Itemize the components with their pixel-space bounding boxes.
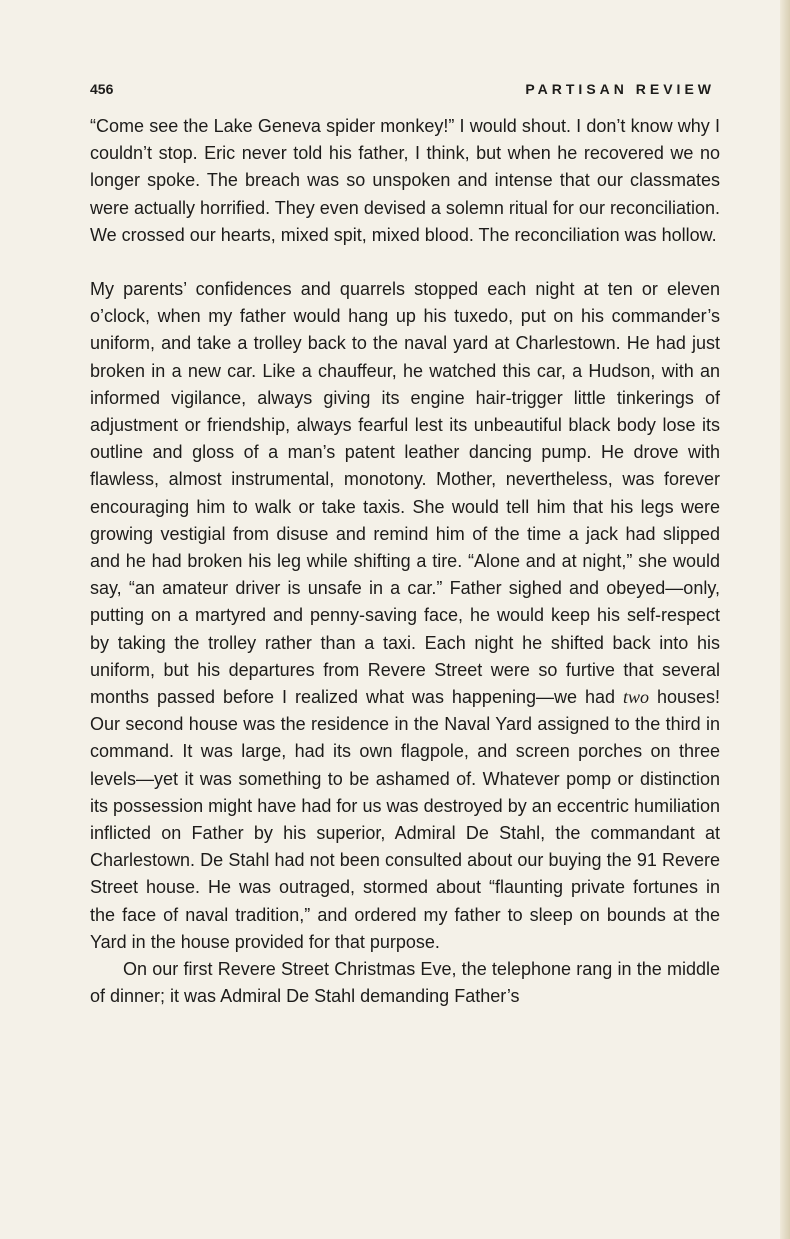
paragraph-2-text-start: My parents’ confidences and quarrels stopped each night at ten or eleven o’clock, when my father would hang up his tuxedo, put on his commander’s uniform, and take a trolley back to the naval yard at Charlestown. He had just broken in a new car. Like a chauffeur, he watched this car, a Hudson, with an informed vigilance, always giving its engine hair-trigger little tinkerings of adjustment or friendship, always fearful lest its unbeautiful black body lose its outline and gloss of a man’s patent leather dancing pump. He drove with flawless, almost instrumental, monotony. Mother, nevertheless, was forever encouraging him to walk or take taxis. She would tell him that his legs were growing vestigial from disuse and remind him of the time a jack had slipped and he had broken his leg while shifting a tire. “Alone and at night,” she would say, “an amateur driver is unsafe in a car.” Father sighed and obeyed—only, putting on a martyred and penny-saving face, he would keep his self-respect by taking the trolley rather than a taxi. Each night he shifted back into his uniform, but his departures from Revere Street were so furtive that several months passed before I realized what was happening—we had — [90, 279, 720, 708]
journal-title: PARTISAN REVIEW — [525, 81, 715, 97]
page-number: 456 — [90, 81, 114, 97]
paragraph-2-text-end: houses! Our second house was the residence in the Naval Yard assigned to the third in command. It was large, had its own flagpole, and screen porches on three levels—yet it was something to be ashamed of. Whatever pomp or distinction its possession might have had for us was destroyed by an eccentric humiliation inflicted on Father by his superior, Admiral De Stahl, the commandant at Charlestown. De Stahl had not been consulted about our buying the 91 Revere Street house. He was outraged, stormed about “flaunting private fortunes in the face of naval tradition,” and ordered my father to sleep on bounds at the Yard in the house provided for that purpose. — [90, 687, 720, 952]
page-edge-shadow — [780, 0, 790, 1239]
running-head — [90, 78, 715, 100]
paragraph-2 — [90, 276, 720, 956]
paragraph-3: On our first Revere Street Christmas Eve, the telephone rang in the middle of dinner; it was Admiral De Stahl demanding Father’s — [90, 959, 720, 1007]
paragraph-1: “Come see the Lake Geneva spider monkey!” I would shout. I don’t know why I couldn’t stop. Eric never told his father, I think, but when he recovered we no longer spoke. The breach was so unspoken and intense that our classmates were actually horrified. They even devised a solemn ritual for our reconciliation. We crossed our hearts, mixed spit, mixed blood. The reconciliation was hollow. — [90, 116, 720, 245]
body-text — [90, 113, 720, 1011]
italic-emphasis: two — [622, 687, 649, 708]
